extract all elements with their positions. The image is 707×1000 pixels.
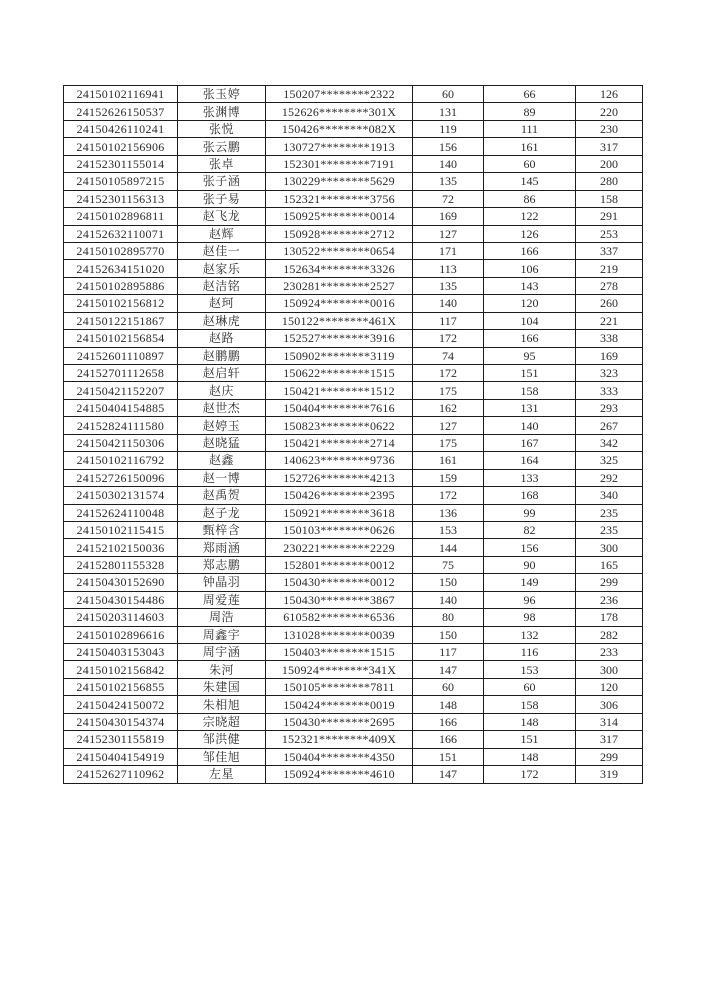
score2-cell: 167 [484,434,576,451]
candidate-name-cell: 赵佳一 [178,242,266,259]
total-score-cell: 219 [576,260,643,277]
id-number-cell: 150105********7811 [266,678,413,695]
score2-cell: 89 [484,103,576,120]
candidate-name-cell: 朱建国 [178,678,266,695]
score1-cell: 153 [413,521,484,538]
table-row [64,626,643,643]
table-row [64,469,643,486]
exam-number-cell: 24150102156842 [64,661,178,678]
exam-number-cell: 24152634151020 [64,260,178,277]
score1-cell: 135 [413,173,484,190]
exam-number-cell: 24152801155328 [64,556,178,573]
id-number-cell: 150924********341X [266,661,413,678]
table-row [64,365,643,382]
total-score-cell: 337 [576,242,643,259]
total-score-cell: 340 [576,487,643,504]
score1-cell: 113 [413,260,484,277]
score2-cell: 153 [484,661,576,678]
score1-cell: 151 [413,748,484,765]
table-row [64,225,643,242]
total-score-cell: 233 [576,644,643,661]
exam-number-cell: 24150102896811 [64,208,178,225]
candidate-name-cell: 赵晓猛 [178,434,266,451]
score1-cell: 80 [413,609,484,626]
candidate-name-cell: 周鑫宇 [178,626,266,643]
table-row [64,399,643,416]
total-score-cell: 299 [576,748,643,765]
exam-number-cell: 24152626150537 [64,103,178,120]
candidate-name-cell: 宗晓超 [178,713,266,730]
exam-number-cell: 24150404154919 [64,748,178,765]
table-row [64,609,643,626]
exam-number-cell: 24150430154374 [64,713,178,730]
exam-number-cell: 24150102895770 [64,242,178,259]
exam-number-cell: 24150430154486 [64,591,178,608]
exam-number-cell: 24150105897215 [64,173,178,190]
score2-cell: 168 [484,487,576,504]
score2-cell: 90 [484,556,576,573]
table-row [64,434,643,451]
total-score-cell: 236 [576,591,643,608]
table-row [64,452,643,469]
total-score-cell: 278 [576,277,643,294]
candidate-name-cell: 赵启轩 [178,365,266,382]
score-table [63,85,643,784]
total-score-cell: 126 [576,86,643,103]
candidate-name-cell: 周浩 [178,609,266,626]
table-row [64,678,643,695]
total-score-cell: 342 [576,434,643,451]
exam-number-cell: 24150421152207 [64,382,178,399]
exam-number-cell: 24150122151867 [64,312,178,329]
table-row [64,86,643,103]
candidate-name-cell: 周爱莲 [178,591,266,608]
score1-cell: 119 [413,120,484,137]
id-number-cell: 150430********2695 [266,713,413,730]
total-score-cell: 178 [576,609,643,626]
total-score-cell: 314 [576,713,643,730]
candidate-name-cell: 张云鹏 [178,138,266,155]
total-score-cell: 293 [576,399,643,416]
table-row [64,103,643,120]
exam-number-cell: 24152102150036 [64,539,178,556]
score2-cell: 143 [484,277,576,294]
table-row [64,661,643,678]
score2-cell: 122 [484,208,576,225]
score1-cell: 166 [413,731,484,748]
candidate-name-cell: 赵婷玉 [178,417,266,434]
exam-number-cell: 24150102896616 [64,626,178,643]
score2-cell: 133 [484,469,576,486]
score1-cell: 74 [413,347,484,364]
id-number-cell: 150622********1515 [266,365,413,382]
candidate-name-cell: 张渊博 [178,103,266,120]
score2-cell: 111 [484,120,576,137]
score1-cell: 136 [413,504,484,521]
exam-number-cell: 24150424150072 [64,696,178,713]
exam-number-cell: 24150102895886 [64,277,178,294]
candidate-name-cell: 赵鹏鹏 [178,347,266,364]
table-row [64,644,643,661]
exam-number-cell: 24152301156313 [64,190,178,207]
table-row [64,766,643,783]
exam-number-cell: 24152726150096 [64,469,178,486]
id-number-cell: 131028********0039 [266,626,413,643]
exam-number-cell: 24152601110897 [64,347,178,364]
id-number-cell: 230281********2527 [266,277,413,294]
exam-number-cell: 24150102115415 [64,521,178,538]
table-row [64,347,643,364]
exam-number-cell: 24150102156855 [64,678,178,695]
score1-cell: 117 [413,312,484,329]
table-row [64,260,643,277]
table-row [64,120,643,137]
candidate-name-cell: 赵鑫 [178,452,266,469]
total-score-cell: 158 [576,190,643,207]
id-number-cell: 152527********3916 [266,330,413,347]
score2-cell: 131 [484,399,576,416]
id-number-cell: 150103********0626 [266,521,413,538]
table-row [64,539,643,556]
table-row [64,330,643,347]
score1-cell: 175 [413,382,484,399]
score2-cell: 151 [484,365,576,382]
candidate-name-cell: 张玉婷 [178,86,266,103]
total-score-cell: 317 [576,138,643,155]
score2-cell: 104 [484,312,576,329]
score2-cell: 172 [484,766,576,783]
candidate-name-cell: 赵珂 [178,295,266,312]
score2-cell: 95 [484,347,576,364]
exam-number-cell: 24150426110241 [64,120,178,137]
total-score-cell: 221 [576,312,643,329]
score2-cell: 82 [484,521,576,538]
score2-cell: 158 [484,382,576,399]
total-score-cell: 299 [576,574,643,591]
score1-cell: 127 [413,417,484,434]
score2-cell: 106 [484,260,576,277]
score2-cell: 148 [484,713,576,730]
candidate-name-cell: 张子易 [178,190,266,207]
id-number-cell: 150823********0622 [266,417,413,434]
candidate-name-cell: 朱河 [178,661,266,678]
id-number-cell: 150426********082X [266,120,413,137]
score2-cell: 98 [484,609,576,626]
id-number-cell: 150921********3618 [266,504,413,521]
score2-cell: 86 [484,190,576,207]
total-score-cell: 292 [576,469,643,486]
total-score-cell: 165 [576,556,643,573]
total-score-cell: 323 [576,365,643,382]
id-number-cell: 152626********301X [266,103,413,120]
id-number-cell: 152801********0012 [266,556,413,573]
score2-cell: 158 [484,696,576,713]
candidate-name-cell: 赵路 [178,330,266,347]
score1-cell: 72 [413,190,484,207]
id-number-cell: 152321********409X [266,731,413,748]
total-score-cell: 300 [576,661,643,678]
score2-cell: 164 [484,452,576,469]
total-score-cell: 260 [576,295,643,312]
table-row [64,731,643,748]
score1-cell: 150 [413,626,484,643]
score1-cell: 135 [413,277,484,294]
total-score-cell: 169 [576,347,643,364]
candidate-name-cell: 钟晶羽 [178,574,266,591]
table-row [64,190,643,207]
id-number-cell: 130522********0654 [266,242,413,259]
score1-cell: 117 [413,644,484,661]
table-row [64,155,643,172]
exam-number-cell: 24150102156906 [64,138,178,155]
table-row [64,417,643,434]
id-number-cell: 140623********9736 [266,452,413,469]
table-row [64,208,643,225]
id-number-cell: 150928********2712 [266,225,413,242]
id-number-cell: 150403********1515 [266,644,413,661]
candidate-name-cell: 赵洁铭 [178,277,266,294]
table-row [64,504,643,521]
score1-cell: 169 [413,208,484,225]
table-row [64,696,643,713]
score1-cell: 150 [413,574,484,591]
exam-number-cell: 24150102156854 [64,330,178,347]
table-row [64,173,643,190]
candidate-name-cell: 赵辉 [178,225,266,242]
table-row [64,591,643,608]
candidate-name-cell: 赵家乐 [178,260,266,277]
score1-cell: 156 [413,138,484,155]
candidate-name-cell: 张卓 [178,155,266,172]
exam-number-cell: 24150430152690 [64,574,178,591]
score2-cell: 132 [484,626,576,643]
score2-cell: 161 [484,138,576,155]
id-number-cell: 150430********0012 [266,574,413,591]
id-number-cell: 150925********0014 [266,208,413,225]
exam-number-cell: 24150203114603 [64,609,178,626]
id-number-cell: 150404********4350 [266,748,413,765]
total-score-cell: 235 [576,521,643,538]
exam-number-cell: 24152624110048 [64,504,178,521]
score1-cell: 162 [413,399,484,416]
score2-cell: 66 [484,86,576,103]
table-row [64,713,643,730]
exam-number-cell: 24152632110071 [64,225,178,242]
candidate-name-cell: 张子涵 [178,173,266,190]
total-score-cell: 291 [576,208,643,225]
total-score-cell: 325 [576,452,643,469]
total-score-cell: 120 [576,678,643,695]
score2-cell: 140 [484,417,576,434]
total-score-cell: 235 [576,504,643,521]
score2-cell: 60 [484,155,576,172]
exam-number-cell: 24152627110962 [64,766,178,783]
score2-cell: 60 [484,678,576,695]
exam-number-cell: 24150302131574 [64,487,178,504]
candidate-name-cell: 赵子龙 [178,504,266,521]
exam-number-cell: 24152824111580 [64,417,178,434]
candidate-name-cell: 朱相旭 [178,696,266,713]
score2-cell: 96 [484,591,576,608]
id-number-cell: 150122********461X [266,312,413,329]
total-score-cell: 282 [576,626,643,643]
table-row [64,574,643,591]
exam-number-cell: 24150102116792 [64,452,178,469]
id-number-cell: 610582********6536 [266,609,413,626]
score2-cell: 126 [484,225,576,242]
candidate-name-cell: 周宇涵 [178,644,266,661]
score1-cell: 172 [413,487,484,504]
exam-number-cell: 24152701112658 [64,365,178,382]
total-score-cell: 333 [576,382,643,399]
candidate-name-cell: 左星 [178,766,266,783]
exam-number-cell: 24150403153043 [64,644,178,661]
candidate-name-cell: 邹佳旭 [178,748,266,765]
score2-cell: 166 [484,242,576,259]
score1-cell: 127 [413,225,484,242]
score2-cell: 116 [484,644,576,661]
id-number-cell: 230221********2229 [266,539,413,556]
total-score-cell: 317 [576,731,643,748]
total-score-cell: 220 [576,103,643,120]
total-score-cell: 230 [576,120,643,137]
score1-cell: 172 [413,365,484,382]
score2-cell: 99 [484,504,576,521]
score2-cell: 120 [484,295,576,312]
total-score-cell: 338 [576,330,643,347]
total-score-cell: 267 [576,417,643,434]
id-number-cell: 150430********3867 [266,591,413,608]
candidate-name-cell: 郑志鹏 [178,556,266,573]
table-row [64,277,643,294]
score1-cell: 140 [413,295,484,312]
table-row [64,312,643,329]
table-row [64,521,643,538]
score1-cell: 171 [413,242,484,259]
id-number-cell: 130229********5629 [266,173,413,190]
score2-cell: 145 [484,173,576,190]
score1-cell: 147 [413,661,484,678]
score1-cell: 147 [413,766,484,783]
table-row [64,487,643,504]
score1-cell: 166 [413,713,484,730]
exam-number-cell: 24150102116941 [64,86,178,103]
id-number-cell: 150902********3119 [266,347,413,364]
exam-number-cell: 24150102156812 [64,295,178,312]
id-number-cell: 152726********4213 [266,469,413,486]
score-table-body [64,86,643,784]
id-number-cell: 150424********0019 [266,696,413,713]
score1-cell: 175 [413,434,484,451]
total-score-cell: 300 [576,539,643,556]
id-number-cell: 150421********2714 [266,434,413,451]
exam-number-cell: 24152301155819 [64,731,178,748]
total-score-cell: 306 [576,696,643,713]
total-score-cell: 253 [576,225,643,242]
candidate-name-cell: 赵琳虎 [178,312,266,329]
exam-number-cell: 24150404154885 [64,399,178,416]
id-number-cell: 152301********7191 [266,155,413,172]
score2-cell: 151 [484,731,576,748]
score1-cell: 148 [413,696,484,713]
id-number-cell: 152634********3326 [266,260,413,277]
score1-cell: 159 [413,469,484,486]
total-score-cell: 200 [576,155,643,172]
score1-cell: 60 [413,86,484,103]
candidate-name-cell: 赵禹贺 [178,487,266,504]
table-row [64,242,643,259]
score2-cell: 149 [484,574,576,591]
score1-cell: 140 [413,155,484,172]
candidate-name-cell: 甄梓含 [178,521,266,538]
exam-number-cell: 24150421150306 [64,434,178,451]
candidate-name-cell: 邹洪健 [178,731,266,748]
exam-number-cell: 24152301155014 [64,155,178,172]
total-score-cell: 280 [576,173,643,190]
id-number-cell: 150207********2322 [266,86,413,103]
score1-cell: 131 [413,103,484,120]
score1-cell: 140 [413,591,484,608]
id-number-cell: 150924********0016 [266,295,413,312]
score2-cell: 166 [484,330,576,347]
id-number-cell: 150924********4610 [266,766,413,783]
table-row [64,138,643,155]
score1-cell: 144 [413,539,484,556]
table-row [64,748,643,765]
id-number-cell: 150404********7616 [266,399,413,416]
score1-cell: 75 [413,556,484,573]
table-row [64,382,643,399]
id-number-cell: 150426********2395 [266,487,413,504]
id-number-cell: 152321********3756 [266,190,413,207]
candidate-name-cell: 赵一博 [178,469,266,486]
score1-cell: 161 [413,452,484,469]
candidate-name-cell: 郑雨涵 [178,539,266,556]
total-score-cell: 319 [576,766,643,783]
table-row [64,295,643,312]
candidate-name-cell: 赵飞龙 [178,208,266,225]
candidate-name-cell: 赵世杰 [178,399,266,416]
id-number-cell: 130727********1913 [266,138,413,155]
candidate-name-cell: 张悦 [178,120,266,137]
id-number-cell: 150421********1512 [266,382,413,399]
score1-cell: 60 [413,678,484,695]
score2-cell: 148 [484,748,576,765]
score2-cell: 156 [484,539,576,556]
table-row [64,556,643,573]
candidate-name-cell: 赵庆 [178,382,266,399]
score1-cell: 172 [413,330,484,347]
